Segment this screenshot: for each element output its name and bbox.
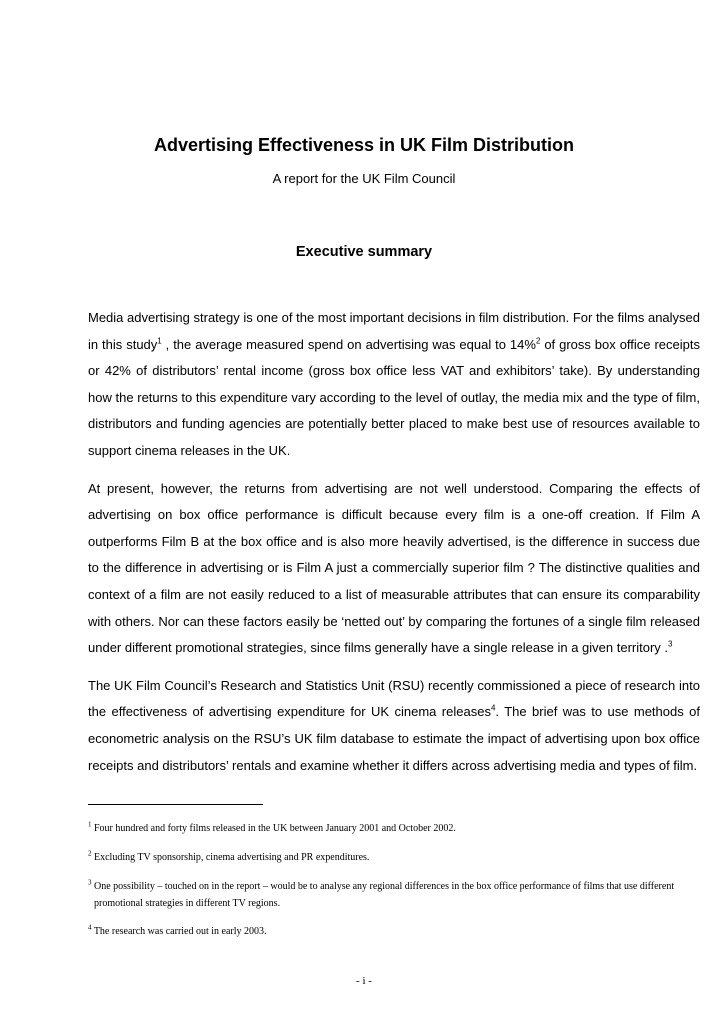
document-subtitle: A report for the UK Film Council <box>272 171 456 186</box>
footnote-text: Excluding TV sponsorship, cinema advertising and PR expenditures. <box>94 852 370 863</box>
paragraph-3-text-b: . The brief was to use methods of econometric analysis on the RSU’s UK film database to estimate the impact of advertising upon box office receipts and distributors’ rentals and examine whether it differs across advertising media and types of film. <box>88 704 700 773</box>
paragraph-2 <box>88 476 700 662</box>
footnote-text-continued: promotional strategies in different TV regions. <box>94 898 281 909</box>
paragraph-1-text-b: , the average measured spend on advertising was equal to 14% <box>161 336 536 352</box>
paragraph-1-text-a: Media advertising strategy is one of the most important decisions in film distribution. For the films analysed in this study <box>88 310 700 352</box>
footnote-1 <box>88 820 700 837</box>
paragraph-2-text: At present, however, the returns from advertising are not well understood. Comparing the effects of advertising on box office performance is difficult because every film is a one-off creation. If Film A outperforms Film B at the box office and is also more heavily advertised, is the difference in success due to the difference in advertising or is Film A just a commercially superior film ? The distinctive qualities and context of a film are not easily reduced to a list of measurable attributes that can ensure its comparability with others. Nor can these factors easily be ‘netted out’ by comparing the fortunes of a single film released under different promotional strategies, since films generally have a single release in a given territory . <box>88 480 700 656</box>
footnote-number: 1 <box>88 820 92 829</box>
footnote-text: One possibility – touched on in the report – would be to analyse any regional differences in the box office performance of films that use different <box>94 881 675 892</box>
paragraph-1 <box>88 305 700 465</box>
footnote-4 <box>88 923 700 940</box>
paragraph-3 <box>88 673 700 779</box>
footnote-number: 2 <box>88 849 92 858</box>
footnote-ref-3: 3 <box>668 639 673 649</box>
page-number: - i - <box>356 975 372 987</box>
footnote-separator <box>88 804 263 805</box>
footnote-ref-4: 4 <box>490 703 496 713</box>
paragraph-3-text-a: The UK Film Council’s Research and Statistics Unit (RSU) recently commissioned a piece of research into the effectiveness of advertising expenditure for UK cinema releases <box>88 677 700 720</box>
footnote-3 <box>88 878 700 912</box>
body-text <box>88 305 700 779</box>
footnote-ref-1: 1 <box>157 336 162 346</box>
paragraph-1-text-c: of gross box office receipts or 42% of distributors’ rental income (gross box office less VAT and exhibitors’ take). By understanding how the returns to this expenditure vary according to the level of outlay, the media mix and the type of film, distributors and funding agencies are potentially better placed to make best use of resources available to support cinema releases in the UK. <box>88 336 700 458</box>
footnote-text: The research was carried out in early 2003. <box>93 926 267 937</box>
footnote-text: Four hundred and forty films released in the UK between January 2001 and October 2002. <box>94 823 456 834</box>
footnote-2 <box>88 849 700 866</box>
section-heading: Executive summary <box>295 244 433 260</box>
document-title: Advertising Effectiveness in UK Film Distribution <box>153 135 575 155</box>
footnote-number: 3 <box>88 878 92 887</box>
footnote-number: 4 <box>88 923 92 932</box>
footnote-ref-2: 2 <box>535 336 541 346</box>
